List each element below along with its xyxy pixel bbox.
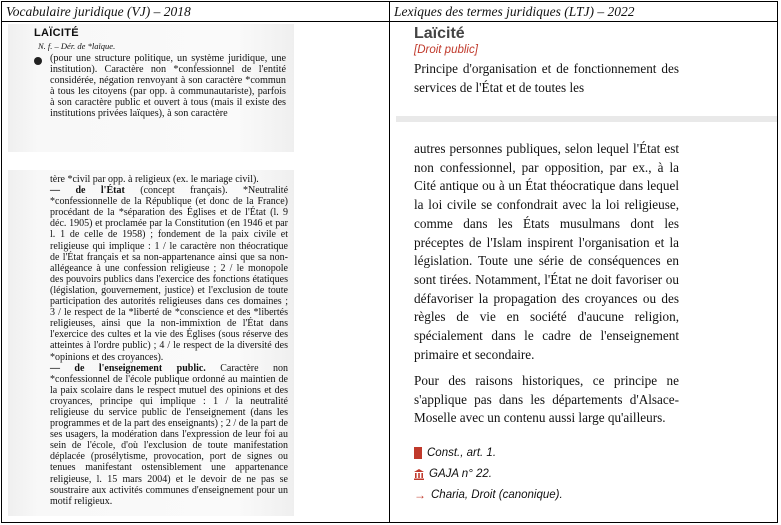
- ltj-ref-label: Const., art. 1.: [427, 447, 497, 459]
- cell-ltj: [390, 22, 778, 523]
- ltj-headword: Laïcité: [414, 25, 465, 42]
- vj-etat-text: (concept français). *Neutralité *confessionnelle de la République (et donc de la France) procédant de la *séparation des Églises et de l'État (l. 9 déc. 1905) et proclamée par la Constitution (en 1946 et par l. 1 de celle de 1958) ; fondement de la paix civile et religieuse qui implique : 1 / le caractère non théocratique de l'État français et sa non-appartenance ainsi que sa non-allégeance à une confession religieuse ; 2 / le monopole des pouvoirs publics dans l'exercice des fonctions étatiques (législation, gouvernement, justice) et l'exclusion de toute participation des autorités religieuses dans ces domaines ; 3 / le respect de la *liberté de *conscience et des *libertés religieuses, ainsi que la non-immixtion de l'État dans l'exercice des cultes et la vie des Églises (sous réserve des atteintes à l'ordre public) ; 4 / le respect de la diversité des *opinions et des croyances).: [50, 185, 289, 363]
- ltj-ref-label: GAJA n° 22.: [429, 468, 492, 480]
- scan-gap: [8, 152, 294, 170]
- header-right: Lexiques des termes juridiques (LTJ) – 2022: [390, 2, 778, 22]
- vj-etat-label: — de l'État: [50, 185, 125, 197]
- book-icon: [414, 447, 422, 459]
- ltj-ref-see-also: [414, 488, 563, 502]
- vj-headword: LAÏCITÉ: [34, 27, 79, 39]
- header-left: Vocabulaire juridique (VJ) – 2018: [2, 2, 390, 22]
- scan-shade: [396, 116, 777, 122]
- ltj-intro: Principe d'organisation et de fonctionnement des services de l'État et de toutes les: [414, 61, 679, 95]
- arrow-icon: →: [414, 488, 426, 502]
- vj-ens-text: Caractère non *confessionnel de l'école publique ordonné au maintien de la paix scolaire dans le respect mutuel des opinions et des croyances, principe qui implique : 1 / la neutralité religieuse du service public de l'enseignement (dans les programmes et de la part des enseignants) ; 2 / de la part de ses usagers, la modération dans l'expression de leur foi au sein de l'école, d'où l'exclusion de toute manifestation déplacée (prosélytisme, provocation, port de signes ou tenues manifestant ostensiblement une appartenance religieuse, l. 15 mars 2004) et le devoir de ne pas se soustraire aux activités communes d'enseignement pour un motif religieux.: [50, 362, 288, 507]
- bullet-icon: [34, 57, 42, 65]
- ltj-scan: [396, 24, 777, 516]
- ltj-ref-const: [414, 447, 496, 459]
- vj-definition-1: (pour une structure politique, un système juridique, une institution). Caractère non *confessionnel de l'entité considérée, négation renvoyant à son caractère *commun à tous les citoyens (par opp. à communautariste), parfois à son caractère public et ouvert à tous (mais il existe des institutions privées laïques), à son caractère: [50, 53, 286, 120]
- ltj-body: autres personnes publiques, selon lequel l'État est non confessionnel, par opposition, par ex., à la Cité antique ou à un État théocratique dans lequel la loi civile se confondrait avec la loi religieuse, comme dans les États musulmans dont les préceptes de l'Islam inspirent l'organisation et la législation. Toute une série de conséquences en sont tirées. Notamment, l'État ne doit favoriser ou défavoriser la propagation des croyances ou des règles de vie en société d'aucune religion, spécialement dans le cadre de l'enseignement primaire et secondaire.: [414, 141, 679, 362]
- court-icon: [414, 469, 424, 480]
- ltj-ref-label: Charia, Droit (canonique).: [431, 489, 563, 501]
- cell-vj: [2, 22, 390, 523]
- ltj-ref-gaja: [414, 468, 492, 480]
- vj-ens-label: — de l'enseignement public.: [50, 362, 206, 374]
- vj-scan: [8, 24, 294, 516]
- ltj-body-2: Pour des raisons historiques, ce principe ne s'applique pas dans les départements d'Alsace-Moselle avec un contenu aussi large qu'ailleurs.: [414, 373, 679, 426]
- vj-definition-2-lead: tère *civil par opp. à religieux (ex. le mariage civil).: [50, 174, 259, 185]
- vj-definition-2: [50, 174, 288, 507]
- vj-grammar: N. f. – Dér. de *laïque.: [38, 41, 116, 51]
- ltj-domain: [Droit public]: [414, 44, 478, 56]
- comparison-table: [1, 1, 778, 523]
